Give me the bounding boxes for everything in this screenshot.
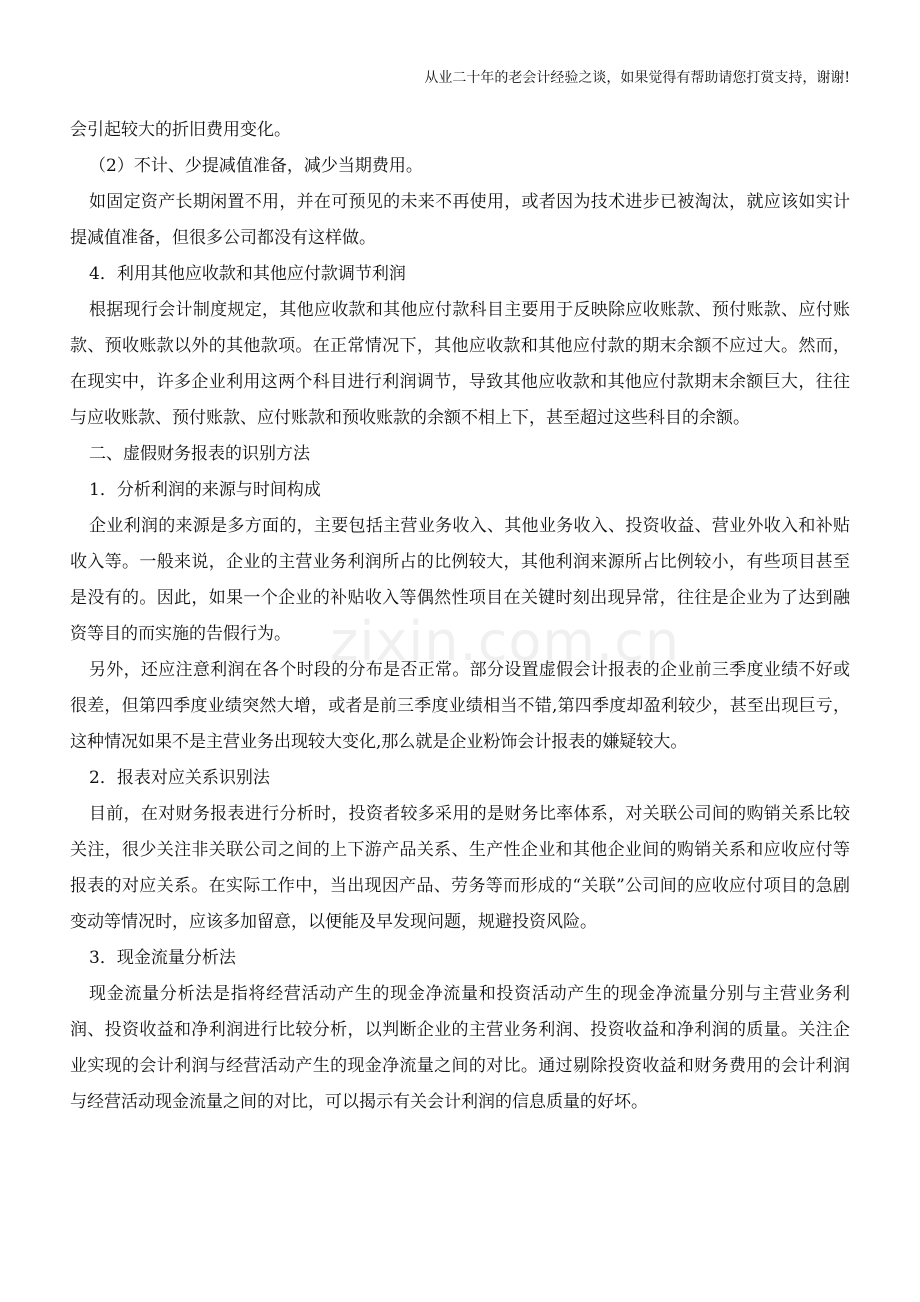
paragraph: 另外，还应注意利润在各个时段的分布是否正常。部分设置虚假会计报表的企业前三季度业绩不好或很差，但第四季度业绩突然大增，或者是前三季度业绩相当不错,第四季度却盈利较少，甚至出现巨亏，这种情况如果不是主营业务出现较大变化,那么就是企业粉饰会计报表的嫌疑较大。 <box>70 660 850 752</box>
paragraph: 2．报表对应关系识别法 <box>89 768 270 788</box>
watermark: zixin.com.cn <box>330 610 681 673</box>
paragraph: 1．分析利润的来源与时间构成 <box>89 480 321 500</box>
paragraph: 根据现行会计制度规定，其他应收款和其他应付款科目主要用于反映除应收账款、预付账款、应付账款、预收账款以外的其他款项。在正常情况下，其他应收款和其他应付款的期末余额不应过大。然而，在现实中，许多企业利用这两个科目进行利润调节，导致其他应收款和其他应付款期末余额巨大，往往与应收账款、预付账款、应付账款和预收账款的余额不相上下，甚至超过这些科目的余额。 <box>70 300 850 428</box>
paragraph: 3．现金流量分析法 <box>89 948 236 968</box>
paragraph: 如固定资产长期闲置不用，并在可预见的未来不再使用，或者因为技术进步已被淘汰，就应该如实计提减值准备，但很多公司都没有这样做。 <box>70 192 850 248</box>
paragraph: 目前，在对财务报表进行分析时，投资者较多采用的是财务比率体系，对关联公司间的购销关系比较关注，很少关注非关联公司之间的上下游产品关系、生产性企业和其他企业间的购销关系和应收应付等报表的对应关系。在实际工作中，当出现因产品、劳务等而形成的“关联”公司间的应收应付项目的急剧变动等情况时，应该多加留意，以便能及早发现问题，规避投资风险。 <box>70 804 850 932</box>
header-note: 从业二十年的老会计经验之谈，如果觉得有帮助请您打赏支持，谢谢! <box>424 70 850 86</box>
paragraph: 企业利润的来源是多方面的，主要包括主营业务收入、其他业务收入、投资收益、营业外收入和补贴收入等。一般来说，企业的主营业务利润所占的比例较大，其他利润来源所占比例较小，有些项目甚至是没有的。因此，如果一个企业的补贴收入等偶然性项目在关键时刻出现异常，往往是企业为了达到融资等目的而实施的告假行为。 <box>70 516 850 644</box>
paragraph: （2）不计、少提减值准备，减少当期费用。 <box>89 156 423 176</box>
paragraph: 会引起较大的折旧费用变化。 <box>70 120 291 140</box>
paragraph: 二、虚假财务报表的识别方法 <box>89 444 310 464</box>
paragraph: 4．利用其他应收款和其他应付款调节利润 <box>89 264 406 284</box>
document-body <box>70 112 850 1120</box>
paragraph: 现金流量分析法是指将经营活动产生的现金净流量和投资活动产生的现金净流量分别与主营业务利润、投资收益和净利润进行比较分析，以判断企业的主营业务利润、投资收益和净利润的质量。关注企业实现的会计利润与经营活动产生的现金净流量之间的对比。通过剔除投资收益和财务费用的会计利润与经营活动现金流量之间的对比，可以揭示有关会计利润的信息质量的好坏。 <box>70 984 850 1112</box>
